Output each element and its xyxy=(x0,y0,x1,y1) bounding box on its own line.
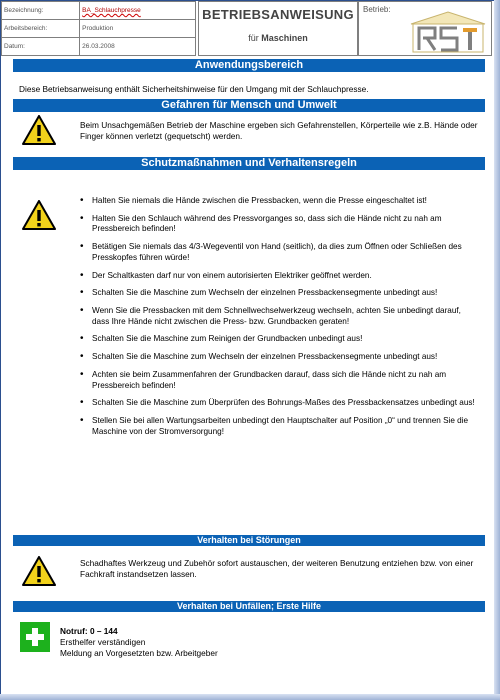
page-shadow-bottom xyxy=(0,694,500,700)
warning-triangle-icon xyxy=(22,556,56,586)
list-item: • Wenn Sie die Pressbacken mit dem Schnellwechselwerkzeug wechseln, achten Sie unbedingt darauf, dass Ihre Hände nicht zwischen die Press- bzw. Grundbacken geraten! xyxy=(80,306,480,327)
list-item: • Schalten Sie die Maschine zum Reinigen der Grundbacken unbedingt aus! xyxy=(80,334,480,345)
list-item: • Schalten Sie die Maschine zum Überprüfen des Bohrungs-Maßes des Pressbackensatzes unbedingt aus! xyxy=(80,398,480,409)
list-item: • Achten sie beim Zusammenfahren der Grundbacken darauf, dass sich die Hände nicht zu nah am Pressbereich befinden! xyxy=(80,370,480,391)
list-item: • Stellen Sie bei allen Wartungsarbeiten unbedingt den Hauptschalter auf Position „0“ und trennen Sie die Maschine von der Stromversorgung! xyxy=(80,416,480,437)
meldung-text: Meldung an Vorgesetzten bzw. Arbeitgeber xyxy=(60,648,218,658)
warning-triangle-icon xyxy=(22,115,56,145)
meta-key: Arbeitsbereich: xyxy=(2,20,80,38)
betrieb-label: Betrieb: xyxy=(363,5,391,14)
document-title: BETRIEBSANWEISUNG xyxy=(202,7,354,22)
meta-key: Datum: xyxy=(2,38,80,56)
section-bar-unfaelle: Verhalten bei Unfällen; Erste Hilfe xyxy=(13,601,485,612)
stoerungen-text: Schadhaftes Werkzeug und Zubehör sofort austauschen, der weiteren Benutzung entziehen bzw. von einer Fachkraft instandsetzen lassen. xyxy=(80,558,474,579)
section-bar-stoerungen: Verhalten bei Störungen xyxy=(13,535,485,546)
gefahren-text: Beim Unsachgemäßen Betrieb der Maschine ergeben sich Gefahrenstellen, Körperteile wie z.B. Hände oder Finger können verletzt (gequetscht) werden. xyxy=(80,120,478,141)
document-subtitle xyxy=(199,33,357,43)
anwendung-text: Diese Betriebsanweisung enthält Sicherheitshinweise für den Umgang mit der Schlauchpresse. xyxy=(19,84,369,94)
list-item: • Betätigen Sie niemals das 4/3-Wegeventil von Hand (seitlich), da dies zum Öffnen oder Schließen des Presskopfes führen würde! xyxy=(80,242,480,263)
meta-row xyxy=(2,20,196,38)
meta-table xyxy=(1,1,196,56)
section-bar-gefahren: Gefahren für Mensch und Umwelt xyxy=(13,99,485,112)
meta-row xyxy=(2,38,196,56)
section-bar-schutz: Schutzmaßnahmen und Verhaltensregeln xyxy=(13,157,485,170)
notruf-number: Notruf: 0 – 144 xyxy=(60,626,118,636)
list-item: • Schalten Sie die Maschine zum Wechseln der einzelnen Pressbackensegmente unbedingt aus! xyxy=(80,288,480,299)
list-item: • Halten Sie den Schlauch während des Pressvorganges so, dass sich die Hände nicht zu nah am Pressbereich befinden! xyxy=(80,214,480,235)
subtitle-prefix: für xyxy=(248,33,259,43)
meta-row xyxy=(2,2,196,20)
subtitle-bold: Maschinen xyxy=(261,33,308,43)
document-header xyxy=(1,1,492,56)
company-logo xyxy=(409,10,487,54)
first-aid-cross-icon xyxy=(20,622,50,652)
meta-value: 26.03.2008 xyxy=(80,38,196,56)
meta-value: BA_Schlauchpresse xyxy=(80,2,196,20)
warning-triangle-icon xyxy=(22,200,56,230)
section-bar-anwendung: Anwendungsbereich xyxy=(13,59,485,72)
betrieb-box xyxy=(358,1,492,56)
list-item: • Halten Sie niemals die Hände zwischen die Pressbacken, wenn die Presse eingeschaltet ist! xyxy=(80,196,480,207)
page-shadow-right xyxy=(494,0,500,700)
meta-value: Produktion xyxy=(80,20,196,38)
ersthelfer-text: Ersthelfer verständigen xyxy=(60,637,146,647)
list-item: • Schalten Sie die Maschine zum Wechseln der einzelnen Pressbackensegmente unbedingt aus! xyxy=(80,352,480,363)
rules-list xyxy=(80,196,480,445)
meta-key: Bezeichnung: xyxy=(2,2,80,20)
title-box xyxy=(198,1,358,56)
list-item: • Der Schaltkasten darf nur von einem autorisierten Elektriker geöffnet werden. xyxy=(80,271,480,282)
